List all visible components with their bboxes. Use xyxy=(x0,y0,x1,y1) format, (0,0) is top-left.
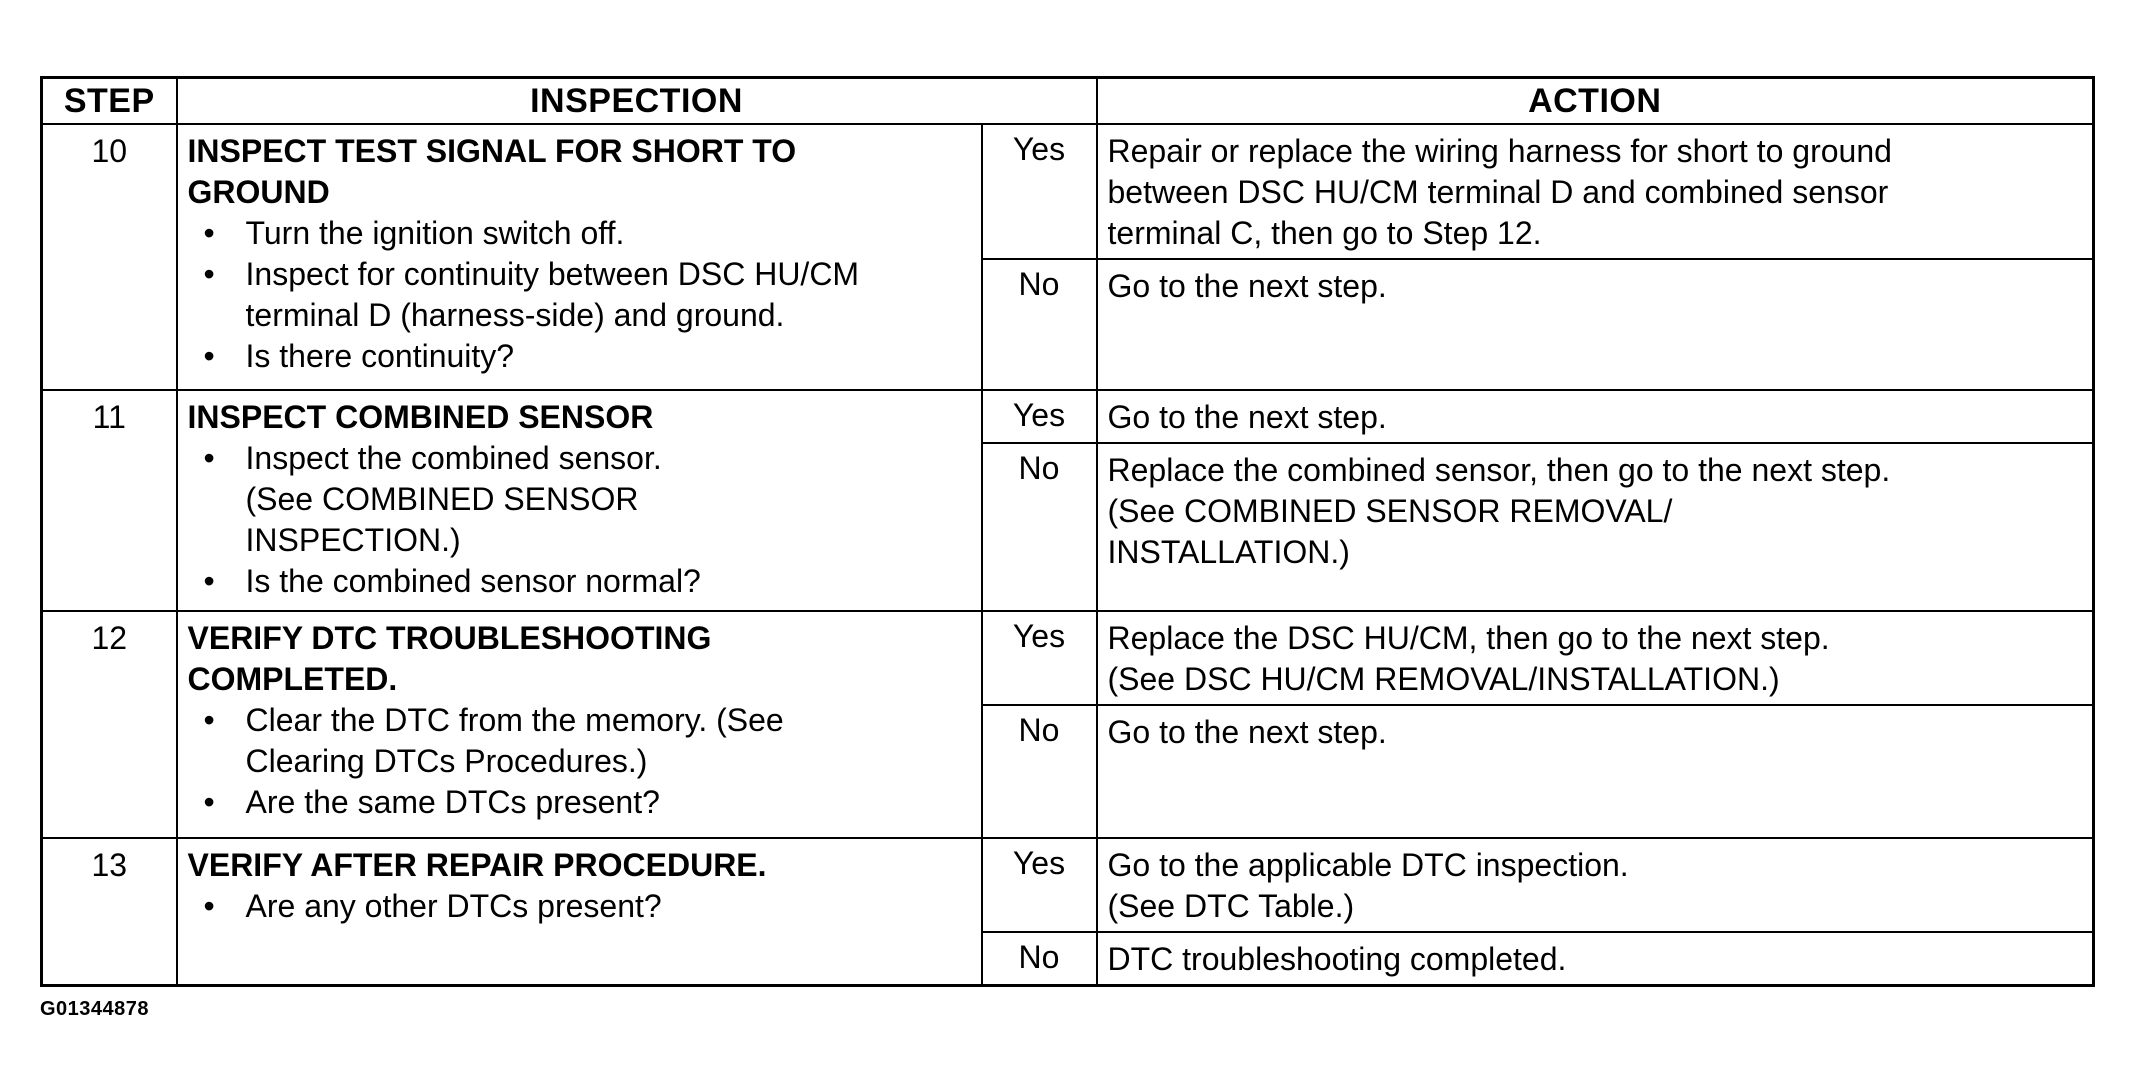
no-action xyxy=(1097,932,2094,986)
action-line: DTC troubleshooting completed. xyxy=(1107,941,1567,977)
troubleshooting-table-wrapper xyxy=(40,76,2092,987)
inspection-title: INSPECT COMBINED SENSOR xyxy=(187,399,654,435)
no-action xyxy=(1097,443,2094,611)
bullet-item: • Turn the ignition switch off. xyxy=(188,213,973,254)
bullet-item: • Is there continuity? xyxy=(188,336,973,377)
bullet-item: • Are any other DTCs present? xyxy=(188,886,973,927)
yes-label: Yes xyxy=(982,390,1097,443)
action-line: Go to the next step. xyxy=(1107,268,1387,304)
inspection-cell xyxy=(177,838,982,986)
table-row xyxy=(42,124,2094,259)
action-line: Go to the applicable DTC inspection. xyxy=(1107,847,1629,883)
inspection-cell xyxy=(177,390,982,611)
yes-label: Yes xyxy=(982,124,1097,259)
bullet-item: • Inspect the combined sensor. (See COMBINED SENSOR INSPECTION.) xyxy=(188,438,686,561)
inspection-cell xyxy=(177,611,982,838)
action-line: Go to the next step. xyxy=(1107,399,1387,435)
action-line: Replace the DSC HU/CM, then go to the next step. xyxy=(1107,620,1830,656)
table-row xyxy=(42,390,2094,443)
yes-label: Yes xyxy=(982,611,1097,705)
bullet-item: • Inspect for continuity between DSC HU/CM terminal D (harness-side) and ground. xyxy=(188,254,906,336)
inspection-title: INSPECT TEST SIGNAL FOR SHORT TO GROUND xyxy=(187,133,797,210)
bullet-item: • Clear the DTC from the memory. (See Clearing DTCs Procedures.) xyxy=(188,700,806,782)
table-header-row xyxy=(42,78,2094,125)
action-line: (See COMBINED SENSOR REMOVAL/ xyxy=(1107,493,1673,529)
inspection-cell xyxy=(177,124,982,390)
action-line: Replace the combined sensor, then go to the next step. xyxy=(1107,452,1891,488)
table-row xyxy=(42,838,2094,932)
inspection-bullets xyxy=(188,438,973,602)
action-line: between DSC HU/CM terminal D and combined sensor xyxy=(1107,174,1889,210)
step-column-header: STEP xyxy=(42,78,177,125)
yes-action xyxy=(1097,124,2094,259)
bullet-item: • Are the same DTCs present? xyxy=(188,782,973,823)
yes-action xyxy=(1097,838,2094,932)
inspection-bullets xyxy=(188,213,973,377)
yes-action xyxy=(1097,611,2094,705)
action-line: terminal C, then go to Step 12. xyxy=(1107,215,1542,251)
inspection-column-header: INSPECTION xyxy=(177,78,1097,125)
no-action xyxy=(1097,259,2094,390)
action-line: (See DSC HU/CM REMOVAL/INSTALLATION.) xyxy=(1107,661,1780,697)
step-number: 13 xyxy=(42,838,177,986)
no-label: No xyxy=(982,443,1097,611)
no-label: No xyxy=(982,259,1097,390)
step-number: 11 xyxy=(42,390,177,611)
table-row xyxy=(42,611,2094,705)
step-number: 10 xyxy=(42,124,177,390)
step-number: 12 xyxy=(42,611,177,838)
inspection-title: VERIFY AFTER REPAIR PROCEDURE. xyxy=(187,847,767,883)
action-line: (See DTC Table.) xyxy=(1107,888,1355,924)
no-label: No xyxy=(982,932,1097,986)
inspection-bullets xyxy=(188,886,973,927)
yes-label: Yes xyxy=(982,838,1097,932)
inspection-title: VERIFY DTC TROUBLESHOOTING COMPLETED. xyxy=(187,620,712,697)
yes-action xyxy=(1097,390,2094,443)
inspection-bullets xyxy=(188,700,973,823)
action-line: Go to the next step. xyxy=(1107,714,1387,750)
action-column-header: ACTION xyxy=(1097,78,2094,125)
figure-id: G01344878 xyxy=(40,998,150,1020)
action-line: Repair or replace the wiring harness for short to ground xyxy=(1107,133,1892,169)
no-action xyxy=(1097,705,2094,838)
action-line: INSTALLATION.) xyxy=(1107,534,1350,570)
troubleshooting-table xyxy=(40,76,2095,987)
no-label: No xyxy=(982,705,1097,838)
bullet-item: • Is the combined sensor normal? xyxy=(188,561,973,602)
